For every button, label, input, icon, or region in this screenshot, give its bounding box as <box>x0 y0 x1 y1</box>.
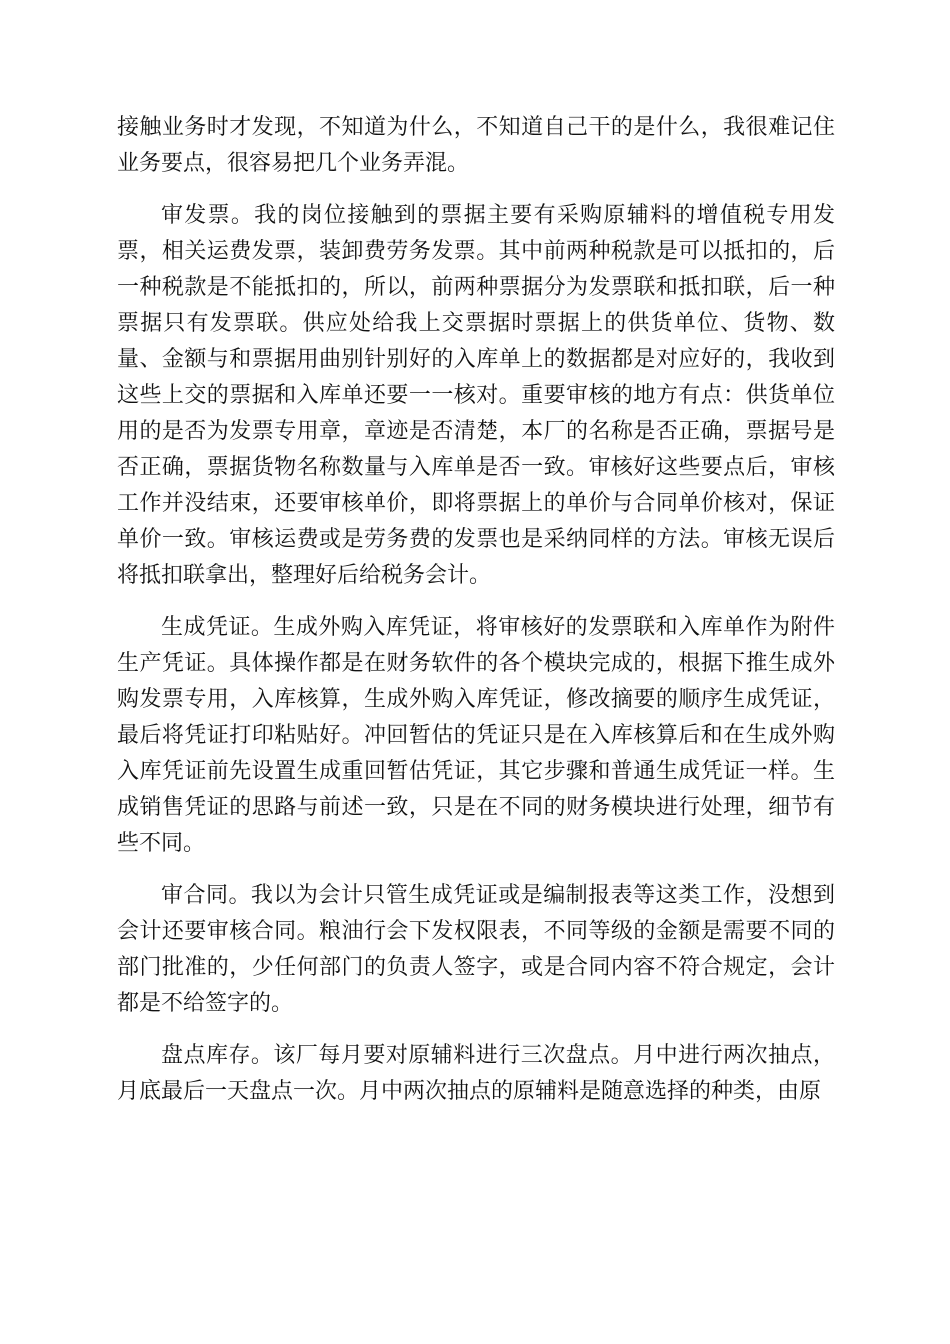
paragraph-inventory-count: 盘点库存。该厂每月要对原辅料进行三次盘点。月中进行两次抽点，月底最后一天盘点一次。月中两次抽点的原辅料是随意选择的种类，由原 <box>117 1043 835 1104</box>
paragraph-review-contracts: 审合同。我以为会计只管生成凭证或是编制报表等这类工作，没想到会计还要审核合同。粮油行会下发权限表，不同等级的金额是需要不同的部门批准的，少任何部门的负责人签字，或是合同内容不符合规定，会计都是不给签字的。 <box>117 883 835 1016</box>
paragraph-generate-vouchers: 生成凭证。生成外购入库凭证，将审核好的发票联和入库单作为附件生产凭证。具体操作都是在财务软件的各个模块完成的，根据下推生成外购发票专用，入库核算，生成外购入库凭证，修改摘要的顺序生成凭证，最后将凭证打印粘贴好。冲回暂估的凭证只是在入库核算后和在生成外购入库凭证前先设置生成重回暂估凭证，其它步骤和普通生成凭证一样。生成销售凭证的思路与前述一致，只是在不同的财务模块进行处理，细节有些不同。 <box>117 615 835 856</box>
paragraph-continuation: 接触业务时才发现，不知道为什么，不知道自己干的是什么，我很难记住业务要点，很容易把几个业务弄混。 <box>117 115 835 176</box>
document-body <box>117 110 835 1110</box>
paragraph-review-invoices: 审发票。我的岗位接触到的票据主要有采购原辅料的增值税专用发票，相关运费发票，装卸费劳务发票。其中前两种税款是可以抵扣的，后一种税款是不能抵扣的，所以，前两种票据分为发票联和抵扣联，后一种票据只有发票联。供应处给我上交票据时票据上的供货单位、货物、数量、金额与和票据用曲别针别好的入库单上的数据都是对应好的，我收到这些上交的票据和入库单还要一一核对。重要审核的地方有点：供货单位用的是否为发票专用章，章迹是否清楚，本厂的名称是否正确，票据号是否正确，票据货物名称数量与入库单是否一致。审核好这些要点后，审核工作并没结束，还要审核单价，即将票据上的单价与合同单价核对，保证单价一致。审核运费或是劳务费的发票也是采纳同样的方法。审核无误后将抵扣联拿出，整理好后给税务会计。 <box>117 203 835 588</box>
